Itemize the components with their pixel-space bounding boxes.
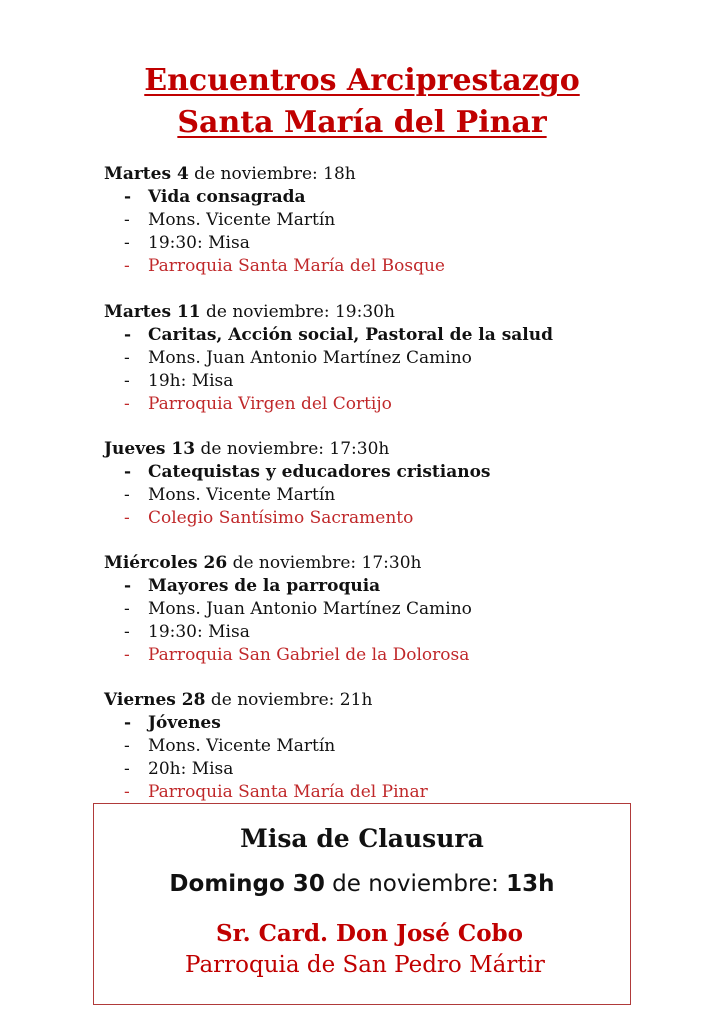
event-heading	[104, 438, 704, 461]
event-topic	[124, 575, 704, 598]
event-martes-4	[104, 163, 704, 278]
list-dash: -	[124, 371, 130, 391]
event-speaker-text: Mons. Vicente Martín	[148, 210, 336, 230]
event-topic	[124, 461, 704, 484]
event-date-time: de noviembre: 17:30h	[227, 553, 422, 573]
event-speaker	[124, 209, 704, 232]
event-date-time: de noviembre: 17:30h	[195, 439, 390, 459]
closing-mass-box	[93, 803, 631, 1005]
event-place-text: Parroquia Virgen del Cortijo	[148, 394, 392, 414]
event-miercoles-26	[104, 552, 704, 667]
event-mass	[124, 621, 704, 644]
event-heading	[104, 163, 704, 186]
event-details-list	[104, 461, 704, 530]
closing-celebrant: Sr. Card. Don José Cobo	[216, 920, 523, 947]
event-date-time: de noviembre: 21h	[205, 690, 373, 710]
list-dash: -	[124, 508, 130, 528]
event-mass	[124, 370, 704, 393]
event-topic-text: Vida consagrada	[148, 187, 306, 207]
event-speaker	[124, 598, 704, 621]
event-heading	[104, 301, 704, 324]
event-date-time: de noviembre: 18h	[188, 164, 356, 184]
event-place	[124, 507, 704, 530]
event-speaker-text: Mons. Juan Antonio Martínez Camino	[148, 599, 472, 619]
event-speaker-text: Mons. Vicente Martín	[148, 485, 336, 505]
event-place-text: Parroquia San Gabriel de la Dolorosa	[148, 645, 470, 665]
event-mass-text: 20h: Misa	[148, 759, 234, 779]
event-place	[124, 781, 704, 804]
event-jueves-13	[104, 438, 704, 530]
page-title-line-2: Santa María del Pinar	[177, 105, 547, 140]
list-dash: -	[124, 576, 132, 596]
event-place-text: Parroquia Santa María del Bosque	[148, 256, 445, 276]
event-topic	[124, 186, 704, 209]
list-dash: -	[124, 599, 130, 619]
event-mass	[124, 232, 704, 255]
event-details-list	[104, 575, 704, 667]
event-speaker	[124, 484, 704, 507]
page-title-line-1: Encuentros Arciprestazgo	[144, 63, 580, 98]
list-dash: -	[124, 210, 130, 230]
event-martes-11	[104, 301, 704, 416]
list-dash: -	[124, 782, 130, 802]
event-speaker	[124, 347, 704, 370]
closing-date	[94, 871, 630, 897]
list-dash: -	[124, 233, 130, 253]
event-place	[124, 393, 704, 416]
event-mass	[124, 758, 704, 781]
event-details-list	[104, 186, 704, 278]
list-dash: -	[124, 256, 130, 276]
event-details-list	[104, 712, 704, 804]
list-dash: -	[124, 462, 132, 482]
event-topic-text: Mayores de la parroquia	[148, 576, 381, 596]
list-dash: -	[124, 622, 130, 642]
event-place-text: Colegio Santísimo Sacramento	[148, 508, 414, 528]
list-dash: -	[124, 759, 130, 779]
event-date-time: de noviembre: 19:30h	[200, 302, 395, 322]
event-heading	[104, 689, 704, 712]
list-dash: -	[124, 325, 132, 345]
closing-date-mid: de noviembre:	[324, 871, 507, 897]
closing-time: 13h	[506, 871, 555, 897]
list-dash: -	[124, 187, 132, 207]
event-viernes-28	[104, 689, 704, 804]
event-place	[124, 255, 704, 278]
list-dash: -	[124, 348, 130, 368]
list-dash: -	[124, 394, 130, 414]
list-dash: -	[124, 485, 130, 505]
event-day: Miércoles 26	[104, 553, 228, 573]
closing-title: Misa de Clausura	[240, 824, 484, 853]
event-topic-text: Jóvenes	[148, 713, 221, 733]
event-details-list	[104, 324, 704, 416]
event-day: Martes 4	[104, 164, 189, 184]
event-speaker	[124, 735, 704, 758]
list-dash: -	[124, 713, 132, 733]
event-speaker-text: Mons. Juan Antonio Martínez Camino	[148, 348, 472, 368]
list-dash: -	[124, 736, 130, 756]
event-topic	[124, 324, 704, 347]
event-day: Jueves 13	[104, 439, 196, 459]
closing-place: Parroquia de San Pedro Mártir	[185, 952, 545, 978]
event-day: Martes 11	[104, 302, 201, 322]
event-topic	[124, 712, 704, 735]
event-place-text: Parroquia Santa María del Pinar	[148, 782, 428, 802]
event-mass-text: 19:30: Misa	[148, 622, 250, 642]
event-heading	[104, 552, 704, 575]
list-dash: -	[124, 645, 130, 665]
event-topic-text: Caritas, Acción social, Pastoral de la salud	[148, 325, 553, 345]
event-topic-text: Catequistas y educadores cristianos	[148, 462, 491, 482]
event-day: Viernes 28	[104, 690, 206, 710]
event-mass-text: 19h: Misa	[148, 371, 234, 391]
closing-day: Domingo 30	[169, 871, 325, 897]
event-speaker-text: Mons. Vicente Martín	[148, 736, 336, 756]
event-mass-text: 19:30: Misa	[148, 233, 250, 253]
event-place	[124, 644, 704, 667]
